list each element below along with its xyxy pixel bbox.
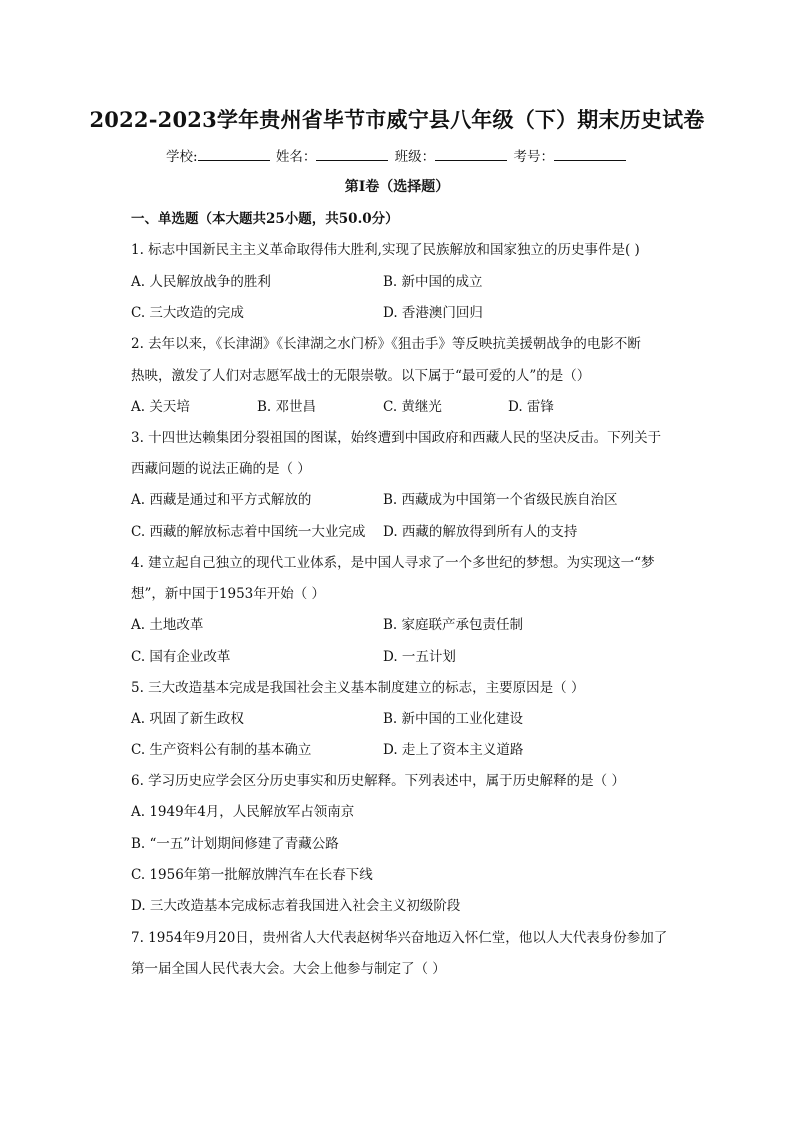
question-4-option-c[interactable]: C. 国有企业改革 <box>131 649 231 665</box>
question-4-option-b[interactable]: B. 家庭联产承包责任制 <box>383 617 524 633</box>
question-5-option-a[interactable]: A. 巩固了新生政权 <box>131 711 244 727</box>
student-info-line <box>0 145 794 165</box>
question-3-option-a[interactable]: A. 西藏是通过和平方式解放的 <box>131 492 312 508</box>
class-label: 班级： <box>394 149 436 165</box>
question-3-stem-line-1: 3. 十四世达赖集团分裂祖国的图谋，始终遭到中国政府和西藏人民的坚决反击。下列关于 <box>131 430 662 446</box>
question-2-option-c[interactable]: C. 黄继光 <box>383 399 442 415</box>
question-1-option-c[interactable]: C. 三大改造的完成 <box>131 305 244 321</box>
question-3-stem-line-2: 西藏问题的说法正确的是（ ） <box>131 461 311 477</box>
question-4-stem-line-1: 4. 建立起自己独立的现代工业体系，是中国人寻求了一个多世纪的梦想。为实现这一“梦 <box>131 555 655 571</box>
question-1-stem: 1. 标志中国新民主主义革命取得伟大胜利,实现了民族解放和国家独立的历史事件是( ) <box>131 242 640 258</box>
question-5-option-b[interactable]: B. 新中国的工业化建设 <box>383 711 524 727</box>
question-6-option-c[interactable]: C. 1956年第一批解放牌汽车在长春下线 <box>131 867 373 883</box>
volume-heading: 第I卷（选择题） <box>344 179 450 195</box>
question-5-option-d[interactable]: D. 走上了资本主义道路 <box>383 742 524 758</box>
name-label: 姓名： <box>275 149 317 165</box>
question-2-option-b[interactable]: B. 邓世昌 <box>257 399 317 415</box>
name-blank[interactable] <box>316 147 388 161</box>
school-blank[interactable] <box>198 147 270 161</box>
question-2-option-a[interactable]: A. 关天培 <box>131 399 190 415</box>
question-1-option-d[interactable]: D. 香港澳门回归 <box>383 305 483 321</box>
section-heading: 一、单选题（本大题共25小题，共50.0分） <box>131 211 399 227</box>
question-4-stem-line-2: 想”，新中国于1953年开始（ ） <box>131 586 326 602</box>
question-7-stem-line-1: 7. 1954年9月20日，贵州省人大代表赵树华兴奋地迈入怀仁堂，他以人大代表身份参加了 <box>131 930 668 946</box>
question-5-option-c[interactable]: C. 生产资料公有制的基本确立 <box>131 742 312 758</box>
question-6-option-a[interactable]: A. 1949年4月，人民解放军占领南京 <box>131 804 355 820</box>
question-3-option-d[interactable]: D. 西藏的解放得到所有人的支持 <box>383 524 578 540</box>
question-3-option-b[interactable]: B. 西藏成为中国第一个省级民族自治区 <box>383 492 618 508</box>
question-1-option-a[interactable]: A. 人民解放战争的胜利 <box>131 274 271 290</box>
question-6-option-b[interactable]: B. “一五”计划期间修建了青藏公路 <box>131 836 339 852</box>
question-5-stem: 5. 三大改造基本完成是我国社会主义基本制度建立的标志，主要原因是（ ） <box>131 680 585 696</box>
class-blank[interactable] <box>435 147 507 161</box>
question-2-stem-line-1: 2. 去年以来，《长津湖》《长津湖之水门桥》《狙击手》等反映抗美援朝战争的电影不断 <box>131 336 641 352</box>
school-label: 学校: <box>166 149 198 165</box>
exam-number-label: 考号： <box>513 149 554 165</box>
question-6-option-d[interactable]: D. 三大改造基本完成标志着我国进入社会主义初级阶段 <box>131 898 461 914</box>
question-7-stem-line-2: 第一届全国人民代表大会。大会上他参与制定了（ ） <box>131 961 446 977</box>
question-2-stem-line-2: 热映，激发了人们对志愿军战士的无限崇敬。以下属于“最可爱的人”的是（） <box>131 368 591 384</box>
question-3-option-c[interactable]: C. 西藏的解放标志着中国统一大业完成 <box>131 524 366 540</box>
question-6-stem: 6. 学习历史应学会区分历史事实和历史解释。下列表述中，属于历史解释的是（ ） <box>131 773 625 789</box>
question-2-option-d[interactable]: D. 雷锋 <box>508 399 554 415</box>
exam-title: 2022-2023学年贵州省毕节市威宁县八年级（下）期末历史试卷 <box>89 107 705 132</box>
question-1-option-b[interactable]: B. 新中国的成立 <box>383 274 483 290</box>
exam-number-blank[interactable] <box>554 147 626 161</box>
question-4-option-d[interactable]: D. 一五计划 <box>383 649 456 665</box>
question-4-option-a[interactable]: A. 土地改革 <box>131 617 204 633</box>
